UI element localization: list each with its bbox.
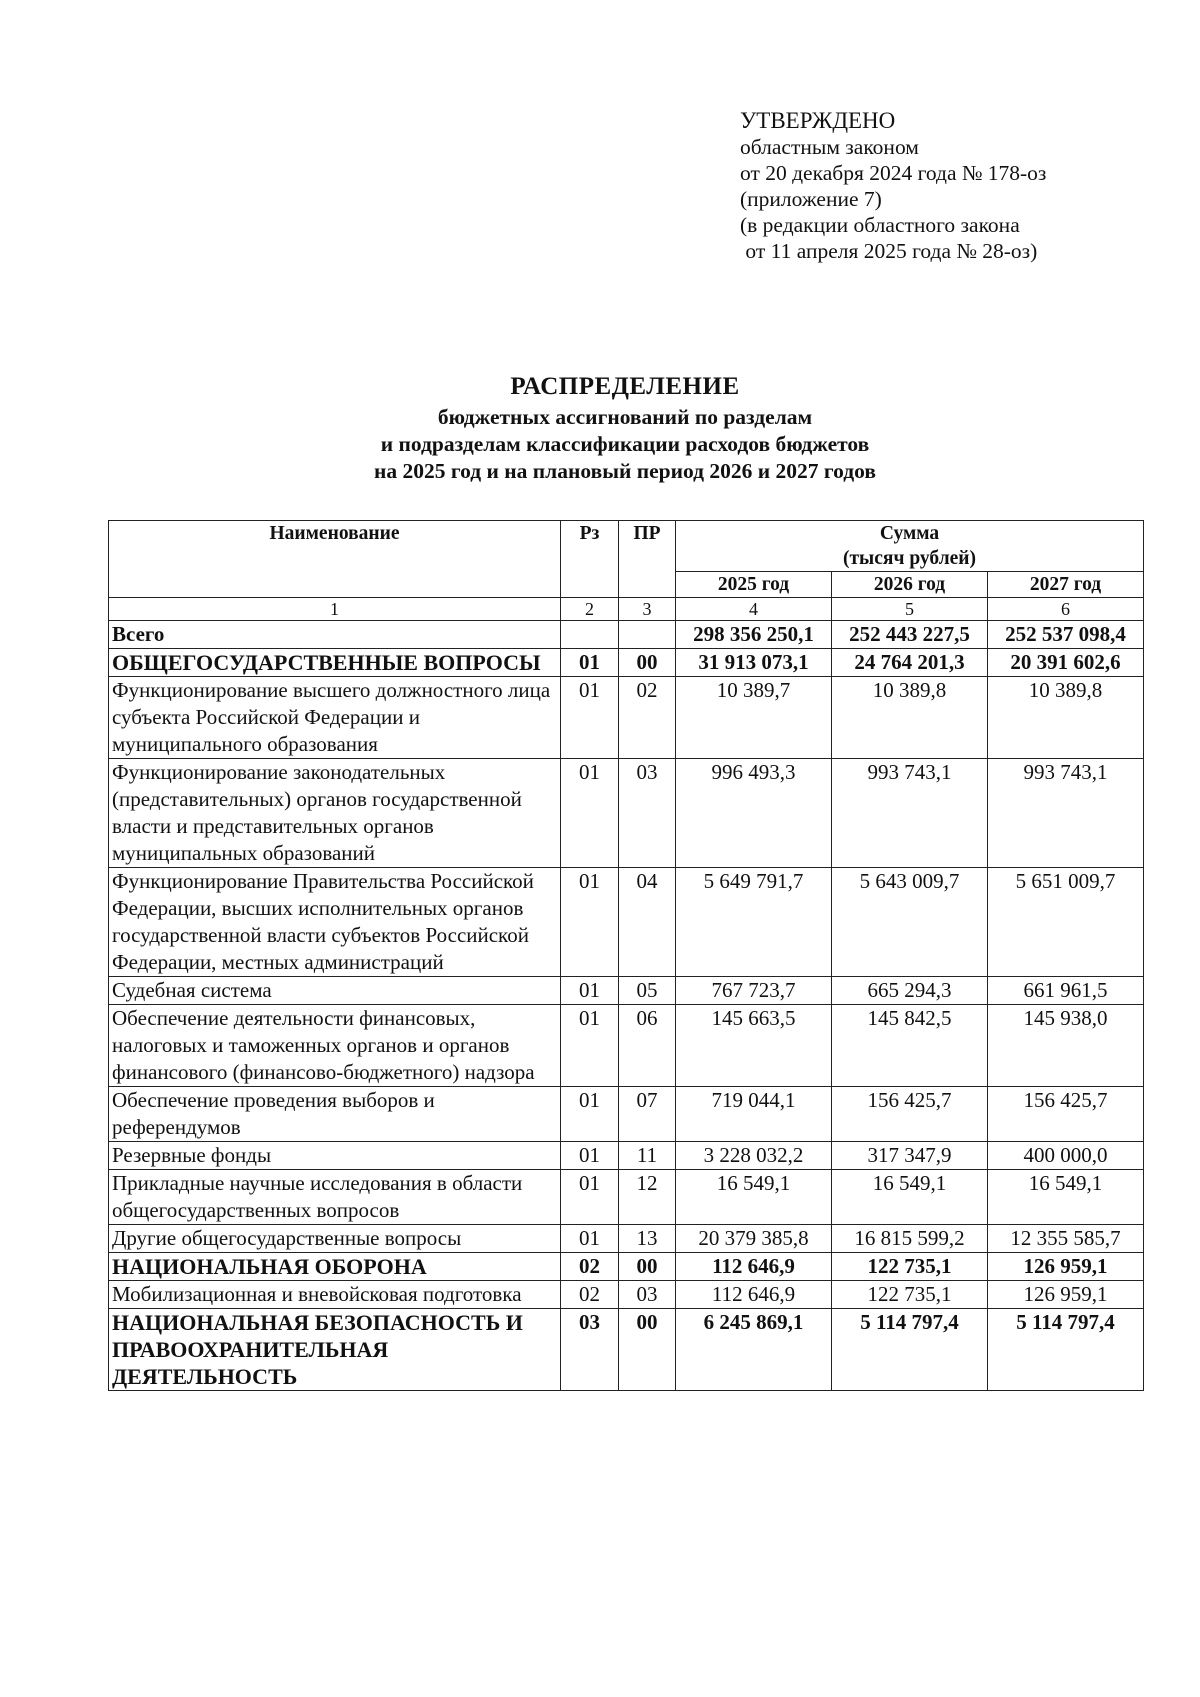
table-row [109,621,1144,649]
table-row [109,1142,1144,1170]
row-name: Прикладные научные исследования в области общегосударственных вопросов [109,1170,561,1225]
table-row [109,677,1144,759]
row-name: Всего [109,621,561,649]
row-pr: 05 [619,977,676,1005]
approval-line: (в редакции областного закона [740,213,1020,237]
row-name: НАЦИОНАЛЬНАЯ ОБОРОНА [109,1253,561,1281]
row-value-2027: 661 961,5 [988,977,1144,1005]
row-value-2025: 112 646,9 [676,1281,832,1309]
row-pr: 02 [619,677,676,759]
table-row [109,759,1144,868]
table-row [109,649,1144,677]
row-pr [619,621,676,649]
row-name: Другие общегосударственные вопросы [109,1225,561,1253]
row-value-2027: 5 651 009,7 [988,868,1144,977]
row-name: ОБЩЕГОСУДАРСТВЕННЫЕ ВОПРОСЫ [109,649,561,677]
row-rz: 02 [561,1281,619,1309]
row-value-2025: 5 649 791,7 [676,868,832,977]
column-number: 2 [561,598,619,621]
table-row [109,977,1144,1005]
document-title: РАСПРЕДЕЛЕНИЕ [510,373,740,400]
header-sum-unit: (тысяч рублей) [842,548,977,569]
column-number: 6 [988,598,1144,621]
header-name: Наименование [109,521,561,598]
row-pr: 04 [619,868,676,977]
row-pr: 03 [619,759,676,868]
row-value-2026: 122 735,1 [832,1253,988,1281]
row-rz: 01 [561,1225,619,1253]
row-value-2025: 31 913 073,1 [676,649,832,677]
row-rz: 01 [561,759,619,868]
row-rz: 01 [561,868,619,977]
row-value-2025: 145 663,5 [676,1005,832,1087]
row-pr: 00 [619,1253,676,1281]
row-pr: 03 [619,1281,676,1309]
approval-line: областным законом [740,135,919,159]
row-value-2026: 24 764 201,3 [832,649,988,677]
row-value-2025: 112 646,9 [676,1253,832,1281]
row-rz: 03 [561,1309,619,1391]
row-value-2027: 5 114 797,4 [988,1309,1144,1391]
column-number: 1 [109,598,561,621]
row-value-2025: 719 044,1 [676,1087,832,1142]
budget-table [108,520,1144,1391]
row-value-2026: 122 735,1 [832,1281,988,1309]
row-rz: 01 [561,677,619,759]
row-value-2027: 126 959,1 [988,1281,1144,1309]
row-value-2026: 252 443 227,5 [832,621,988,649]
row-value-2027: 10 389,8 [988,677,1144,759]
row-name: Судебная система [109,977,561,1005]
row-pr: 06 [619,1005,676,1087]
column-number: 3 [619,598,676,621]
row-value-2026: 993 743,1 [832,759,988,868]
row-rz [561,621,619,649]
row-value-2025: 767 723,7 [676,977,832,1005]
approval-line: от 20 декабря 2024 года № 178-оз [740,161,1047,185]
row-rz: 01 [561,1142,619,1170]
row-value-2025: 6 245 869,1 [676,1309,832,1391]
table-row [109,868,1144,977]
row-rz: 02 [561,1253,619,1281]
column-number: 5 [832,598,988,621]
row-name: Функционирование законодательных (представительных) органов государственной власти и представительных органов муниципальных образований [109,759,561,868]
row-value-2027: 12 355 585,7 [988,1225,1144,1253]
row-value-2027: 252 537 098,4 [988,621,1144,649]
header-sum [676,521,1144,572]
column-number: 4 [676,598,832,621]
approval-line: от 11 апреля 2025 года № 28-оз) [740,239,1038,263]
row-name: Функционирование Правительства Российской Федерации, высших исполнительных органов государственной власти субъектов Российской Федерации, местных администраций [109,868,561,977]
table-row [109,1253,1144,1281]
row-rz: 01 [561,1005,619,1087]
row-rz: 01 [561,977,619,1005]
header-sum-label: Сумма [879,523,940,544]
header-pr: ПР [619,521,676,598]
row-value-2026: 10 389,8 [832,677,988,759]
row-value-2026: 16 549,1 [832,1170,988,1225]
row-pr: 00 [619,649,676,677]
approval-line: УТВЕРЖДЕНО [740,108,896,133]
row-value-2027: 400 000,0 [988,1142,1144,1170]
row-rz: 01 [561,1170,619,1225]
row-value-2026: 665 294,3 [832,977,988,1005]
document-subtitle-line: бюджетных ассигнований по разделам [437,405,813,429]
row-pr: 13 [619,1225,676,1253]
row-value-2026: 5 643 009,7 [832,868,988,977]
row-value-2026: 16 815 599,2 [832,1225,988,1253]
table-row [109,1170,1144,1225]
row-pr: 12 [619,1170,676,1225]
table-row [109,1309,1144,1391]
header-rz: Рз [561,521,619,598]
row-value-2025: 20 379 385,8 [676,1225,832,1253]
approval-line: (приложение 7) [740,187,882,211]
row-value-2026: 5 114 797,4 [832,1309,988,1391]
row-pr: 00 [619,1309,676,1391]
header-year: 2026 год [832,572,988,598]
budget-table-body [109,621,1144,1391]
row-rz: 01 [561,1087,619,1142]
row-value-2027: 993 743,1 [988,759,1144,868]
row-value-2025: 996 493,3 [676,759,832,868]
row-value-2025: 10 389,7 [676,677,832,759]
row-name: Мобилизационная и вневойсковая подготовка [109,1281,561,1309]
row-value-2027: 126 959,1 [988,1253,1144,1281]
row-rz: 01 [561,649,619,677]
table-row [109,1087,1144,1142]
row-name: НАЦИОНАЛЬНАЯ БЕЗОПАСНОСТЬ И ПРАВООХРАНИТЕЛЬНАЯ ДЕЯТЕЛЬНОСТЬ [109,1309,561,1391]
row-value-2027: 145 938,0 [988,1005,1144,1087]
table-row [109,1225,1144,1253]
table-row [109,1005,1144,1087]
document-subtitle-line: и подразделам классификации расходов бюджетов [380,432,870,456]
document-subtitle-line: на 2025 год и на плановый период 2026 и 2027 годов [374,459,876,483]
header-year: 2027 год [988,572,1144,598]
row-value-2026: 156 425,7 [832,1087,988,1142]
table-row [109,1281,1144,1309]
row-value-2026: 145 842,5 [832,1005,988,1087]
row-value-2025: 16 549,1 [676,1170,832,1225]
row-value-2027: 156 425,7 [988,1087,1144,1142]
row-name: Обеспечение деятельности финансовых, налоговых и таможенных органов и органов финансового (финансово-бюджетного) надзора [109,1005,561,1087]
row-name: Резервные фонды [109,1142,561,1170]
row-name: Обеспечение проведения выборов и референдумов [109,1087,561,1142]
row-pr: 07 [619,1087,676,1142]
row-pr: 11 [619,1142,676,1170]
row-value-2027: 20 391 602,6 [988,649,1144,677]
row-value-2025: 3 228 032,2 [676,1142,832,1170]
approval-stamp [740,108,1046,264]
row-value-2026: 317 347,9 [832,1142,988,1170]
row-value-2027: 16 549,1 [988,1170,1144,1225]
row-name: Функционирование высшего должностного лица субъекта Российской Федерации и муниципального образования [109,677,561,759]
document-heading [100,370,1150,485]
header-year: 2025 год [676,572,832,598]
row-value-2025: 298 356 250,1 [676,621,832,649]
